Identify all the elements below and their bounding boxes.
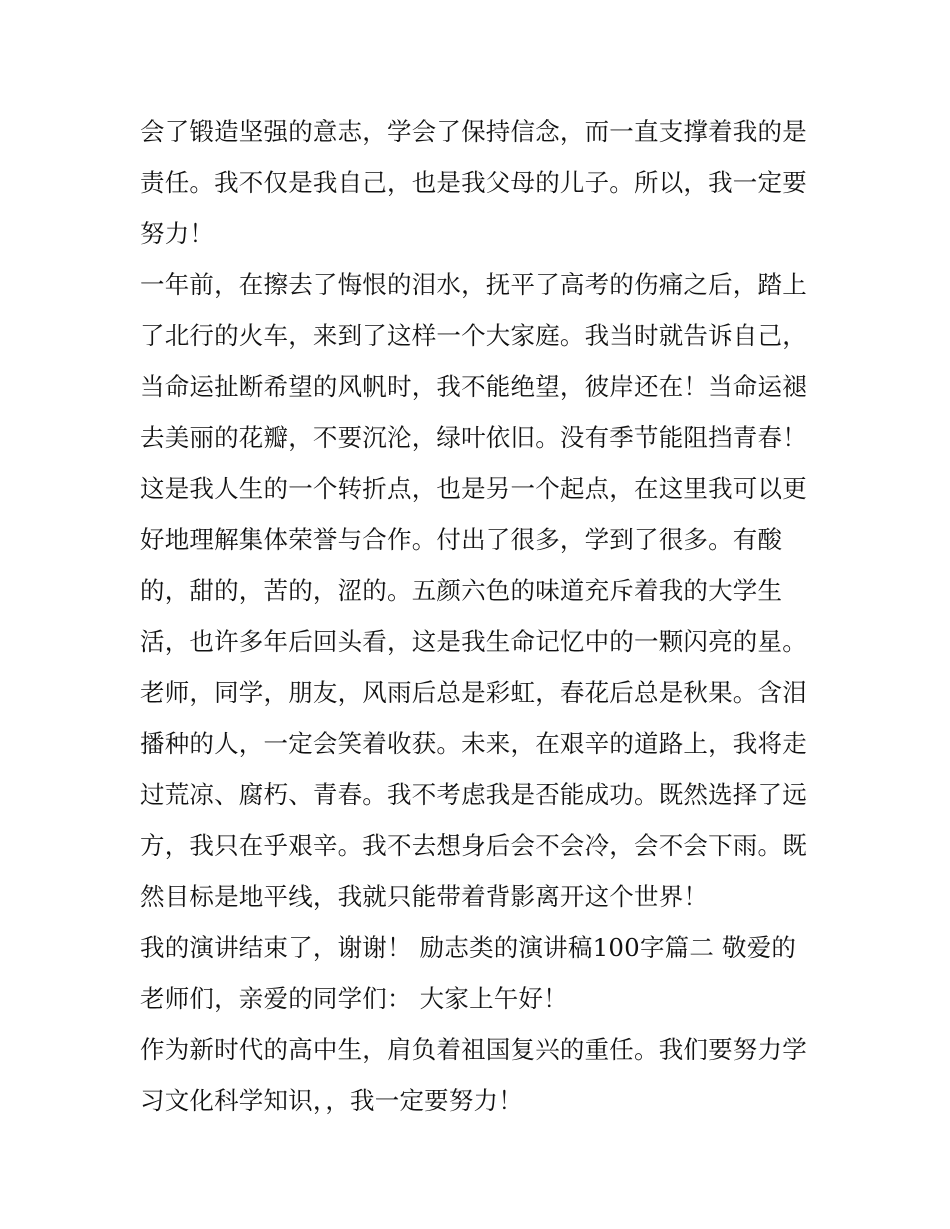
text-line: 播种的人，一定会笑着收获。未来，在艰辛的道路上，我将走 [140, 729, 807, 758]
text-line: 去美丽的花瓣，不要沉沦，绿叶依旧。没有季节能阻挡青春！ [140, 423, 807, 452]
text-line: 努力！ [140, 219, 215, 248]
text-line: 活，也许多年后回头看，这是我生命记忆中的一颗闪亮的星。 [140, 627, 807, 656]
text-line: 过荒凉、腐朽、青春。我不考虑我是否能成功。既然选择了远 [140, 780, 807, 809]
text-line: 这是我人生的一个转折点，也是另一个起点，在这里我可以更 [140, 474, 807, 503]
text-line: 作为新时代的高中生，肩负着祖国复兴的重任。我们要努力学 [140, 1035, 807, 1064]
text-line: 我的演讲结束了，谢谢！ 励志类的演讲稿100字篇二 敬爱的 [140, 933, 797, 962]
text-line: 了北行的火车，来到了这样一个大家庭。我当时就告诉自己， [140, 321, 807, 350]
text-line: 责任。我不仅是我自己，也是我父母的儿子。所以，我一定要 [140, 168, 807, 197]
text-line: 习文化科学知识，，我一定要努力！ [140, 1086, 523, 1115]
text-line: 会了锻造坚强的意志，学会了保持信念，而一直支撑着我的是 [140, 117, 807, 146]
text-line: 老师，同学，朋友，风雨后总是彩虹，春花后总是秋果。含泪 [140, 678, 807, 707]
text-line: 老师们，亲爱的同学们： 大家上午好！ [140, 984, 568, 1013]
document-body [140, 106, 820, 1126]
text-line: 当命运扯断希望的风帆时，我不能绝望，彼岸还在！当命运褪 [140, 372, 807, 401]
text-line: 好地理解集体荣誉与合作。付出了很多，学到了很多。有酸 [140, 525, 783, 554]
text-line: 方，我只在乎艰辛。我不去想身后会不会冷，会不会下雨。既 [140, 831, 807, 860]
text-line: 一年前，在擦去了悔恨的泪水，抚平了高考的伤痛之后，踏上 [140, 270, 807, 299]
text-line: 然目标是地平线，我就只能带着背影离开这个世界！ [140, 882, 709, 911]
text-line: 的，甜的，苦的，涩的。五颜六色的味道充斥着我的大学生 [140, 576, 783, 605]
